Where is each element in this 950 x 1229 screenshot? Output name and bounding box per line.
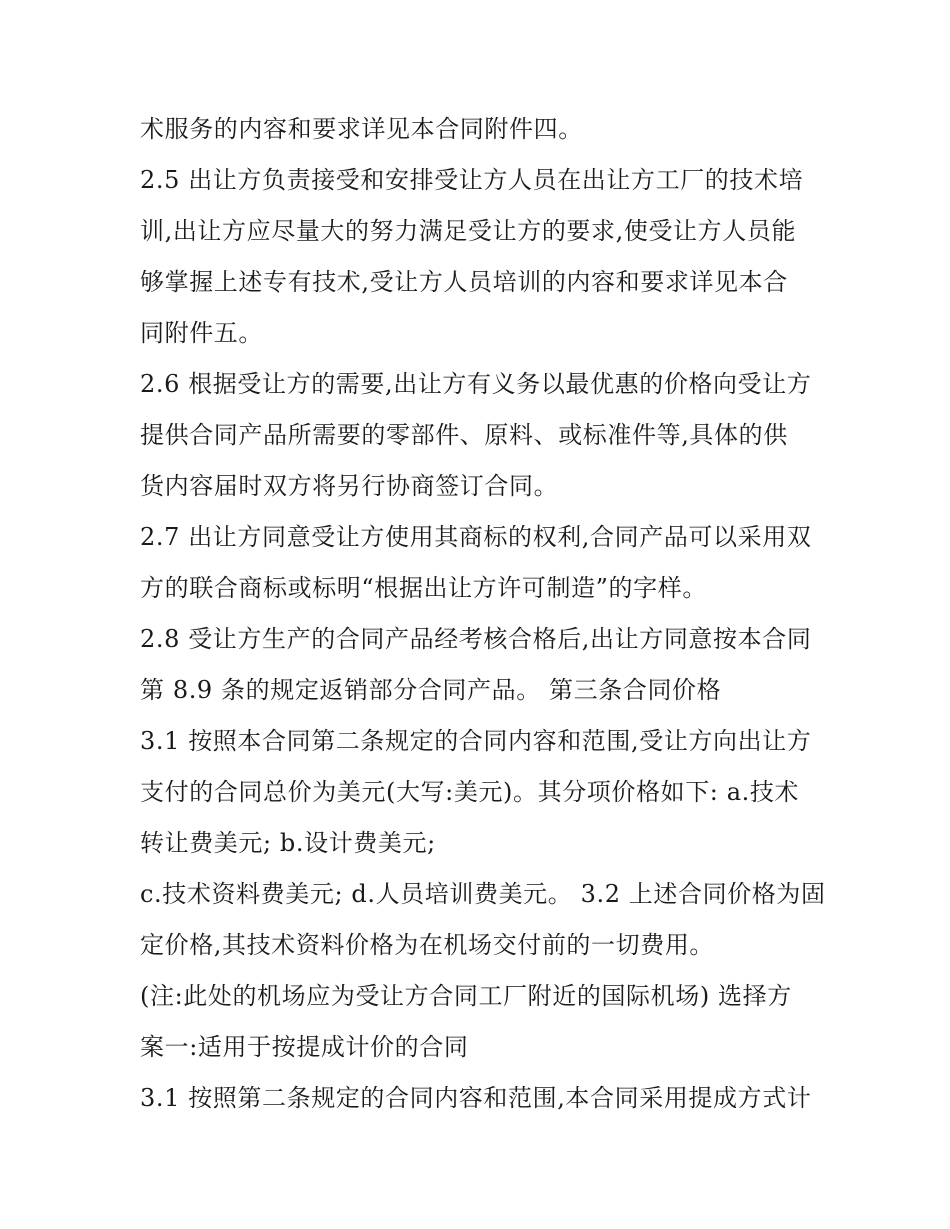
text-line: 术服务的内容和要求详见本合同附件四。 bbox=[140, 115, 583, 143]
text-line: 第 8.9 条的规定返销部分合同产品。 第三条合同价格 bbox=[140, 676, 722, 704]
text-line: 方的联合商标或标明“根据出让方许可制造”的字样。 bbox=[140, 574, 707, 602]
text-line: 定价格,其技术资料价格为在机场交付前的一切费用。 bbox=[140, 931, 715, 959]
text-line: 3.1 按照第二条规定的合同内容和范围,本合同采用提成方式计 bbox=[140, 1084, 812, 1112]
text-line: 2.8 受让方生产的合同产品经考核合格后,出让方同意按本合同 bbox=[140, 625, 812, 653]
text-line: 案一:适用于按提成计价的合同 bbox=[140, 1033, 469, 1061]
text-line: (注:此处的机场应为受让方合同工厂附近的国际机场) 选择方 bbox=[140, 982, 792, 1010]
text-line: 3.1 按照本合同第二条规定的合同内容和范围,受让方向出让方 bbox=[140, 727, 812, 755]
text-line: 2.7 出让方同意受让方使用其商标的权利,合同产品可以采用双 bbox=[140, 523, 812, 551]
document-body bbox=[140, 104, 826, 1124]
text-line: 训,出让方应尽量大的努力满足受让方的要求,使受让方人员能 bbox=[140, 217, 797, 245]
text-line: 支付的合同总价为美元(大写:美元)。其分项价格如下: a.技术 bbox=[140, 778, 800, 806]
text-line: c.技术资料费美元; d.人员培训费美元。 3.2 上述合同价格为固 bbox=[140, 880, 826, 908]
text-line: 2.5 出让方负责接受和安排受让方人员在出让方工厂的技术培 bbox=[140, 166, 804, 194]
text-line: 够掌握上述专有技术,受让方人员培训的内容和要求详见本合 bbox=[140, 268, 788, 296]
text-line: 同附件五。 bbox=[140, 319, 263, 347]
text-line: 转让费美元; b.设计费美元; bbox=[140, 829, 436, 857]
text-line: 提供合同产品所需要的零部件、原料、或标准件等,具体的供 bbox=[140, 421, 788, 449]
text-line: 货内容届时双方将另行协商签订合同。 bbox=[140, 472, 559, 500]
text-line: 2.6 根据受让方的需要,出让方有义务以最优惠的价格向受让方 bbox=[140, 370, 812, 398]
